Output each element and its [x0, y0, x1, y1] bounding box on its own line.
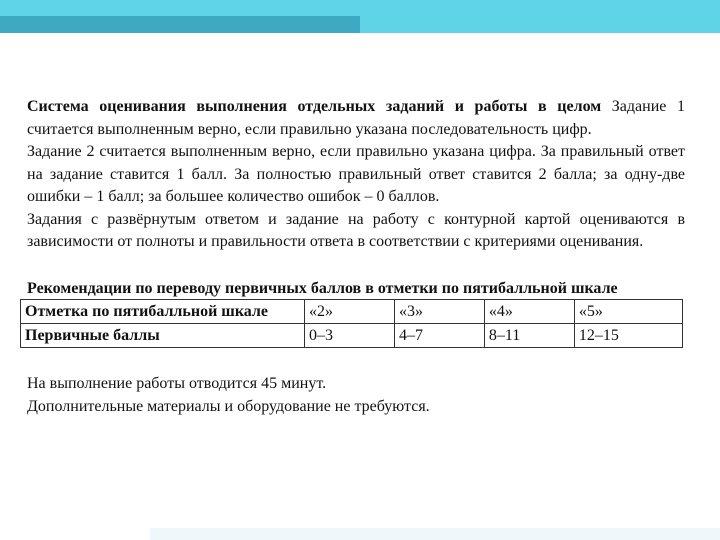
task1-text: Задание 1 считается выполненным верно, если правильно указана последовательность цифр.: [27, 98, 686, 138]
time-allowed-text: На выполнение работы отводится 45 минут.: [27, 375, 327, 392]
score-row-header: Первичные баллы: [21, 324, 305, 348]
score-cell: 0–3: [305, 324, 395, 348]
grade-row-header: Отметка по пятибалльной шкале: [21, 300, 305, 324]
table-row: [21, 300, 683, 324]
work-info-section: [27, 373, 685, 418]
score-cell: 8–11: [484, 324, 574, 348]
evaluation-title: Система оценивания выполнения отдельных заданий и работы в целом: [27, 98, 602, 115]
evaluation-paragraph-1: [27, 96, 685, 141]
grade-cell: «4»: [484, 300, 574, 324]
table-row: [21, 324, 683, 348]
score-cell: 12–15: [574, 324, 682, 348]
top-decor-bar-dark: [0, 16, 360, 33]
grade-cell: «5»: [574, 300, 682, 324]
bottom-decor-bar: [150, 528, 720, 540]
evaluation-paragraph-3: Задания с развёрнутым ответом и задание на работу с контурной картой оцениваются в зависимости от полноты и правильности ответа в соответствии с критериями оценивания.: [27, 210, 685, 250]
recommendations-title: Рекомендации по переводу первичных баллов в отметки по пятибалльной шкале: [27, 280, 618, 297]
grade-cell: «2»: [305, 300, 395, 324]
materials-text: Дополнительные материалы и оборудование не требуются.: [27, 397, 430, 415]
grade-cell: «3»: [394, 300, 484, 324]
evaluation-system-section: [27, 96, 685, 254]
grade-conversion-table: [20, 299, 683, 348]
score-cell: 4–7: [394, 324, 484, 348]
evaluation-paragraph-2: Задание 2 считается выполненным верно, если правильно указана цифра. За правильный ответ на задание ставится 1 балл. За полностью правильный ответ ставится 2 балла; за одну-две ошибки – 1 балл; за большее количество ошибок – 0 баллов.: [27, 143, 685, 205]
